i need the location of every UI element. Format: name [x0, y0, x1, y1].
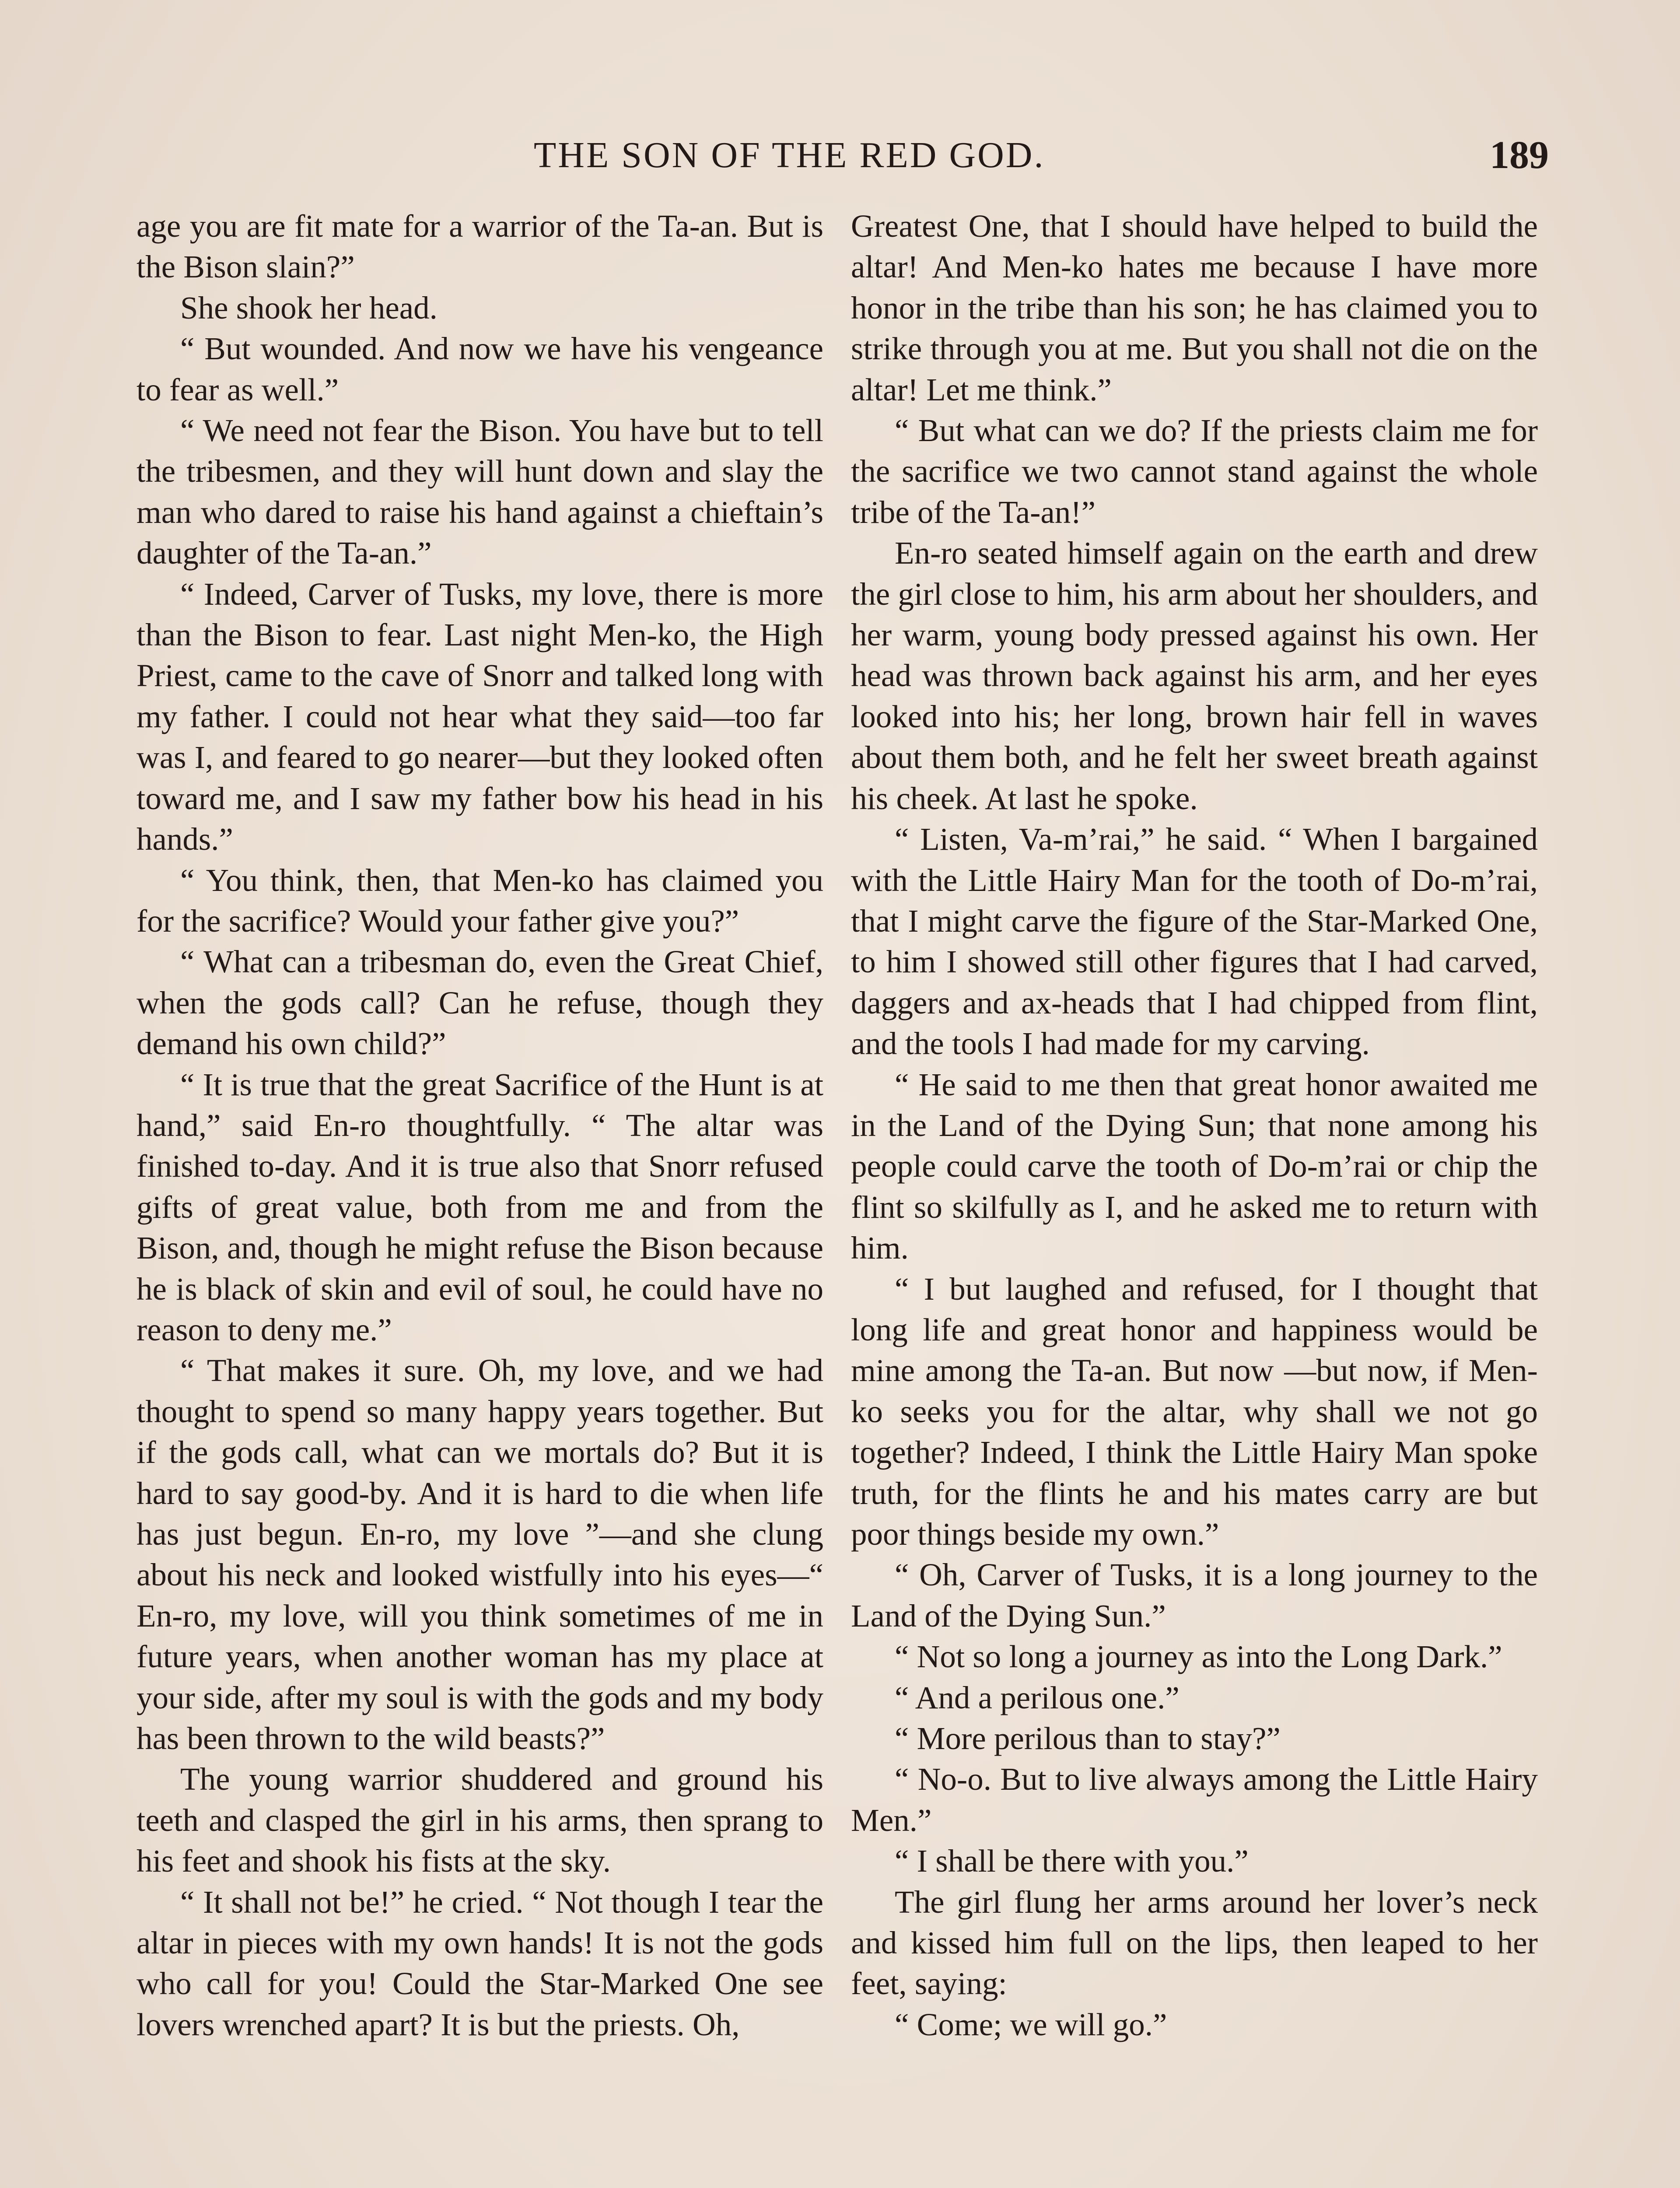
paragraph: The young warrior shuddered and ground his teeth and clasped the girl in his arms, then sprang to his feet and shook his fists at the sky.: [136, 1761, 823, 1879]
paragraph: “ You think, then, that Men-ko has claimed you for the sacrifice? Would your father give you?”: [136, 862, 823, 939]
paragraph: En-ro seated himself again on the earth and drew the girl close to him, his arm about her shoulders, and her warm, young body pressed against his own. Her head was thrown back against his arm, and her eyes looked into his; her long, brown hair fell in waves about them both, and he felt her sweet breath against his cheek. At last he spoke.: [851, 535, 1538, 816]
paragraph: “ Oh, Carver of Tusks, it is a long journey to the Land of the Dying Sun.”: [851, 1557, 1538, 1634]
paragraph: “ More perilous than to stay?”: [895, 1721, 1281, 1757]
paragraph: age you are fit mate for a warrior of the Ta-an. But is the Bison slain?”: [136, 208, 823, 285]
paragraph: “ It is true that the great Sacrifice of the Hunt is at hand,” said En-ro thoughtfully. “ The altar was finished to-day. And it is true also that Snorr refused gifts of great value, both from me and from the Bison, and, though he might refuse the Bison because he is black of skin and evil of soul, he could have no reason to deny me.”: [136, 1066, 823, 1347]
paragraph: “ Not so long a journey as into the Long Dark.”: [895, 1639, 1502, 1675]
paragraph: “ Come; we will go.”: [895, 2006, 1167, 2042]
paragraph: “ I but laughed and refused, for I thought that long life and great honor and happiness would be mine among the Ta-an. But now —but now, if Men-ko seeks you for the altar, why shall we not go together? Indeed, I think the Little Hairy Man spoke truth, for the flints he and his mates carry are but poor things beside my own.”: [851, 1271, 1538, 1552]
paragraph: “ But what can we do? If the priests claim me for the sacrifice we two cannot stand against the whole tribe of the Ta-an!”: [851, 413, 1538, 530]
text-column-left: [136, 206, 823, 2045]
paragraph: The girl flung her arms around her lover’s neck and kissed him full on the lips, then leaped to her feet, saying:: [851, 1884, 1538, 2002]
paragraph: She shook her head.: [180, 290, 438, 326]
paragraph: “ It shall not be!” he cried. “ Not though I tear the altar in pieces with my own hands! It is not the gods who call for you! Could the Star-Marked One see lovers wrenched apart? It is but the priests. Oh,: [136, 1884, 823, 2042]
paragraph: “ No-o. But to live always among the Little Hairy Men.”: [851, 1761, 1538, 1838]
running-title: THE SON OF THE RED GOD.: [534, 135, 1045, 175]
paragraph: “ We need not fear the Bison. You have but to tell the tribesmen, and they will hunt down and slay the man who dared to raise his hand against a chieftain’s daughter of the Ta-an.”: [136, 413, 823, 571]
text-column-right: [851, 206, 1538, 2045]
paragraph: “ I shall be there with you.”: [895, 1843, 1249, 1879]
paragraph: “ Indeed, Carver of Tusks, my love, there is more than the Bison to fear. Last night Men-ko, the High Priest, came to the cave of Snorr and talked long with my father. I could not hear what they said—too far was I, and feared to go nearer—but they looked often toward me, and I saw my father bow his head in his hands.”: [136, 576, 823, 857]
paragraph: “ What can a tribesman do, even the Great Chief, when the gods call? Can he refuse, though they demand his own child?”: [136, 944, 823, 1062]
paragraph: “ And a perilous one.”: [895, 1680, 1180, 1715]
page-number: 189: [1490, 133, 1549, 177]
page-header: [131, 129, 1549, 190]
paragraph: “ Listen, Va-m’rai,” he said. “ When I bargained with the Little Hairy Man for the tooth of Do-m’rai, that I might carve the figure of the Star-Marked One, to him I showed still other figures that I had carved, daggers and ax-heads that I had chipped from flint, and the tools I had made for my carving.: [851, 821, 1538, 1062]
paragraph: “ But wounded. And now we have his vengeance to fear as well.”: [136, 331, 823, 407]
paragraph: Greatest One, that I should have helped to build the altar! And Men-ko hates me because I have more honor in the tribe than his son; he has claimed you to strike through you at me. But you shall not die on the altar! Let me think.”: [851, 208, 1538, 407]
paragraph: “ He said to me then that great honor awaited me in the Land of the Dying Sun; that none among his people could carve the tooth of Do-m’rai or chip the flint so skilfully as I, and he asked me to return with him.: [851, 1066, 1538, 1266]
paragraph: “ That makes it sure. Oh, my love, and we had thought to spend so many happy years together. But if the gods call, what can we mortals do? But it is hard to say good-by. And it is hard to die when life has just begun. En-ro, my love ”—and she clung about his neck and looked wistfully into his eyes—“ En-ro, my love, will you think sometimes of me in future years, when another woman has my place at your side, after my soul is with the gods and my body has been thrown to the wild beasts?”: [136, 1353, 823, 1757]
